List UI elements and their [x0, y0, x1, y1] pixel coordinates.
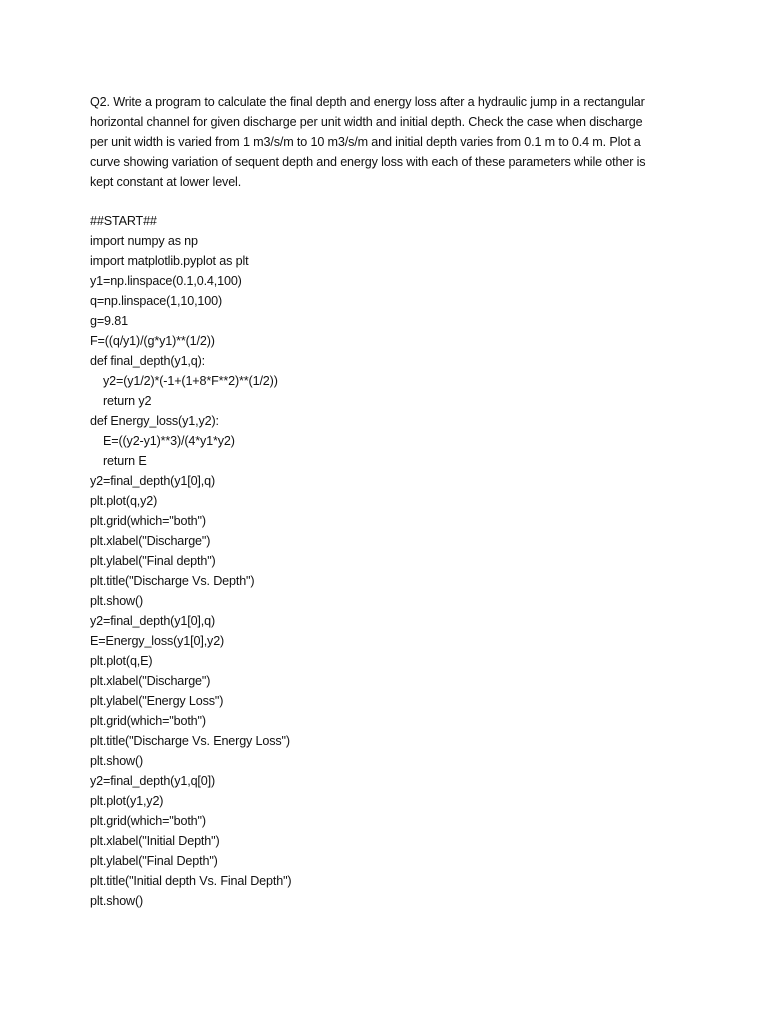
code-line: plt.plot(q,E)	[90, 654, 153, 668]
code-line: E=((y2-y1)**3)/(4*y1*y2)	[103, 434, 235, 448]
code-listing	[90, 211, 690, 911]
code-line: plt.ylabel("Final Depth")	[90, 854, 218, 868]
code-line: plt.grid(which="both")	[90, 514, 206, 528]
code-line: F=((q/y1)/(g*y1)**(1/2))	[90, 334, 215, 348]
code-line: plt.xlabel("Discharge")	[90, 534, 211, 548]
code-line: y2=(y1/2)*(-1+(1+8*F**2)**(1/2))	[103, 374, 278, 388]
code-line: plt.xlabel("Discharge")	[90, 674, 211, 688]
code-line: plt.ylabel("Final depth")	[90, 554, 216, 568]
code-line: q=np.linspace(1,10,100)	[90, 294, 223, 308]
code-line: g=9.81	[90, 314, 128, 328]
code-line: plt.show()	[90, 594, 144, 608]
code-line: return y2	[103, 394, 152, 408]
question-line: curve showing variation of sequent depth and energy loss with each of these parameters while other is	[90, 155, 646, 169]
code-line: plt.plot(q,y2)	[90, 494, 158, 508]
question-line: Q2. Write a program to calculate the final depth and energy loss after a hydraulic jump in a rectangular	[90, 95, 645, 109]
code-line: import numpy as np	[90, 234, 198, 248]
code-line: plt.grid(which="both")	[90, 714, 206, 728]
question-line: horizontal channel for given discharge per unit width and initial depth. Check the case when discharge	[90, 115, 643, 129]
code-line: plt.xlabel("Initial Depth")	[90, 834, 220, 848]
question-line: per unit width is varied from 1 m3/s/m to 10 m3/s/m and initial depth varies from 0.1 m to 0.4 m. Plot a	[90, 135, 641, 149]
code-line: import matplotlib.pyplot as plt	[90, 254, 249, 268]
code-line: plt.plot(y1,y2)	[90, 794, 164, 808]
code-line: def final_depth(y1,q):	[90, 354, 206, 368]
code-line: plt.show()	[90, 894, 144, 908]
code-line: y2=final_depth(y1[0],q)	[90, 474, 216, 488]
code-line: plt.grid(which="both")	[90, 814, 206, 828]
code-start-marker: ##START##	[90, 214, 157, 228]
code-line: plt.ylabel("Energy Loss")	[90, 694, 224, 708]
code-line: y2=final_depth(y1,q[0])	[90, 774, 216, 788]
code-line: E=Energy_loss(y1[0],y2)	[90, 634, 225, 648]
question-paragraph	[90, 92, 680, 192]
question-line: kept constant at lower level.	[90, 175, 242, 189]
code-line: plt.title("Discharge Vs. Depth")	[90, 574, 255, 588]
code-line: plt.title("Discharge Vs. Energy Loss")	[90, 734, 290, 748]
code-line: y2=final_depth(y1[0],q)	[90, 614, 216, 628]
code-line: plt.title("Initial depth Vs. Final Depth")	[90, 874, 292, 888]
code-line: def Energy_loss(y1,y2):	[90, 414, 219, 428]
code-line: return E	[103, 454, 147, 468]
code-line: plt.show()	[90, 754, 144, 768]
code-line: y1=np.linspace(0.1,0.4,100)	[90, 274, 242, 288]
